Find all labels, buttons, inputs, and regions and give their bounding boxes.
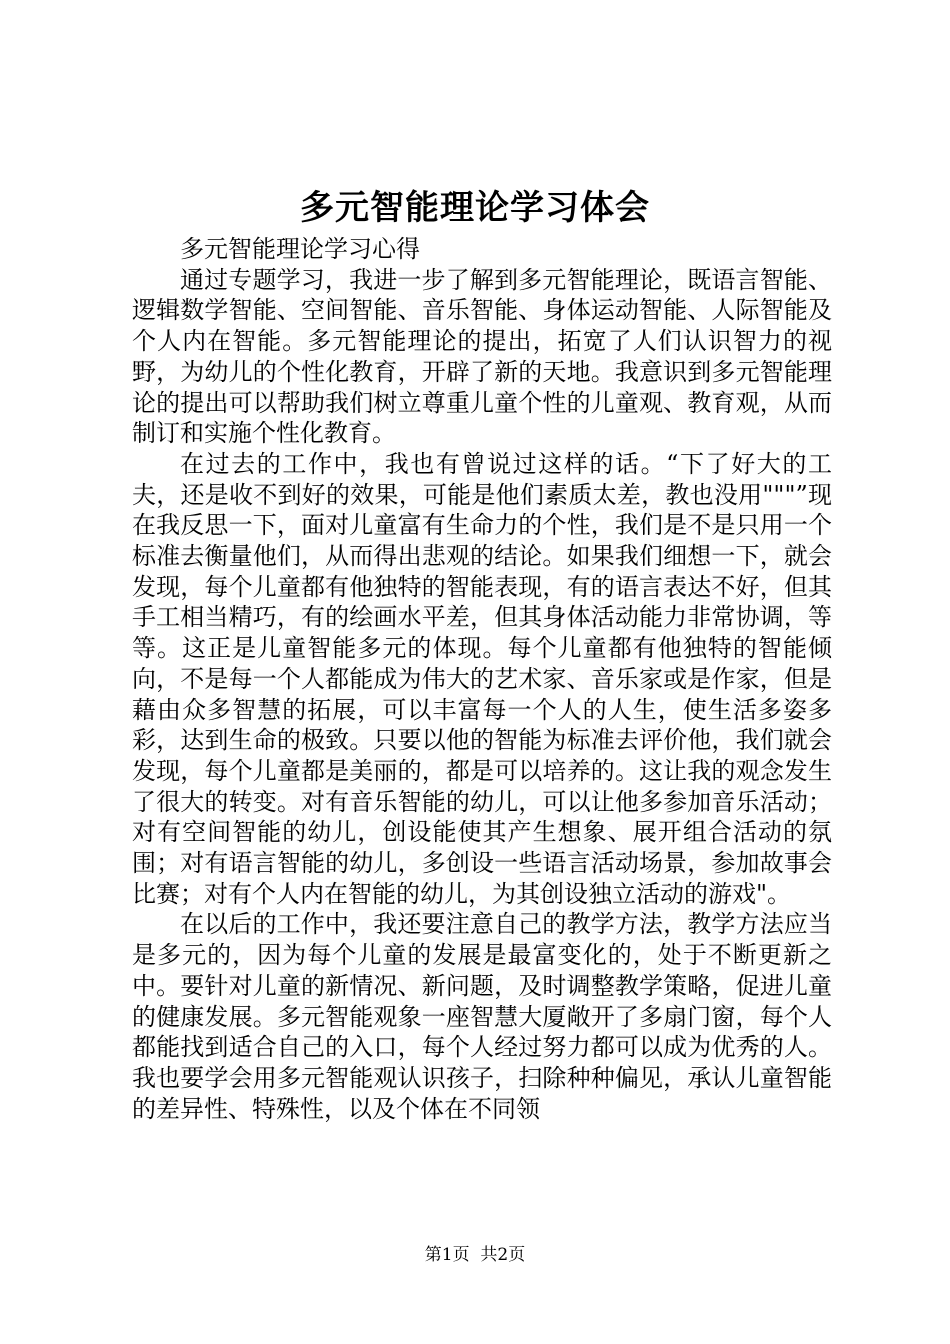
- subtitle-paragraph: 多元智能理论学习心得: [180, 235, 420, 263]
- body-paragraph: 在过去的工作中，我也有曾说过这样的话。“下了好大的工夫，还是收不到好的效果，可能是他们素质太差，教也没用"""”现在我反思一下，面对儿童富有生命力的个性，我们是不是只用一个标准去衡量他们，从而得出悲观的结论。如果我们细想一下，就会发现，每个儿童都有他独特的智能表现，有的语言表达不好，但其手工相当精巧，有的绘画水平差，但其身体活动能力非常协调，等等。这正是儿童智能多元的体现。每个儿童都有他独特的智能倾向，不是每一个人都能成为伟大的艺术家、音乐家或是作家，但是藉由众多智慧的拓展，可以丰富每一个人的人生，使生活多姿多彩，达到生命的极致。只要以他的智能为标准去评价他，我们就会发现，每个儿童都是美丽的，都是可以培养的。这让我的观念发生了很大的转变。对有音乐智能的幼儿，可以让他多参加音乐活动；对有空间智能的幼儿，创设能使其产生想象、展开组合活动的氛围；对有语言智能的幼儿，多创设一些语言活动场景，参加故事会比赛；对有个人内在智能的幼儿，为其创设独立活动的游戏"。: [132, 449, 832, 908]
- page-footer: [0, 1243, 950, 1267]
- page-number-label: 第1页 共2页: [424, 1245, 526, 1265]
- body-paragraph: 通过专题学习，我进一步了解到多元智能理论，既语言智能、逻辑数学智能、空间智能、音乐智能、身体运动智能、人际智能及个人内在智能。多元智能理论的提出，拓宽了人们认识智力的视野，为幼儿的个性化教育，开辟了新的天地。我意识到多元智能理论的提出可以帮助我们树立尊重儿童个性的儿童观、教育观，从而制订和实施个性化教育。: [132, 265, 832, 448]
- body-paragraph: 在以后的工作中，我还要注意自己的教学方法，教学方法应当是多元的，因为每个儿童的发展是最富变化的，处于不断更新之中。要针对儿童的新情况、新问题，及时调整教学策略，促进儿童的健康发展。多元智能观象一座智慧大厦敞开了多扇门窗，每个人都能找到适合自己的入口，每个人经过努力都可以成为优秀的人。我也要学会用多元智能观认识孩子，扫除种种偏见，承认儿童智能的差异性、特殊性，以及个体在不同领: [132, 910, 832, 1123]
- document-title: 多元智能理论学习体会: [300, 188, 650, 228]
- document-body: [132, 234, 832, 1124]
